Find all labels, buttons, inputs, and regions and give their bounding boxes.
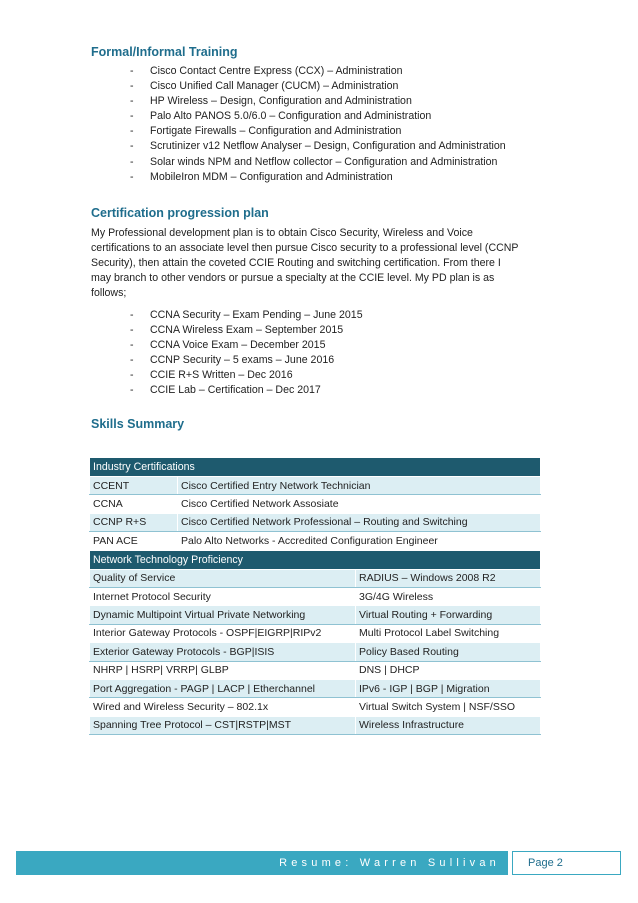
- certification-item-text: CCNA Voice Exam – December 2015: [150, 339, 326, 352]
- paragraph-line: My Professional development plan is to obtain Cisco Security, Wireless and Voice: [91, 227, 473, 239]
- certification-item-text: CCNA Security – Exam Pending – June 2015: [150, 309, 363, 321]
- skill-row: [90, 643, 541, 661]
- cert-code: PAN ACE: [90, 532, 178, 550]
- skill-left: Quality of Service: [90, 569, 356, 587]
- dash-bullet: -: [130, 110, 134, 123]
- skill-row: [90, 716, 541, 734]
- paragraph-line: Security), then attain the coveted CCIE Routing and switching certification. From there I: [91, 257, 501, 270]
- skill-row: [90, 569, 541, 587]
- training-item-text: Cisco Unified Call Manager (CUCM) – Administration: [150, 80, 399, 93]
- paragraph-line: may branch to other vendors or pursue a specialty at the CCIE level. My PD plan is as: [91, 272, 495, 285]
- industry-certifications-header: Industry Certifications: [90, 458, 541, 477]
- dash-bullet: -: [130, 125, 134, 138]
- cert-description: Cisco Certified Network Professional – Routing and Switching: [178, 513, 541, 531]
- cert-description: Cisco Certified Entry Network Technician: [178, 477, 541, 495]
- skill-right: Multi Protocol Label Switching: [356, 624, 541, 642]
- skill-left: Spanning Tree Protocol – CST|RSTP|MST: [90, 716, 356, 734]
- certification-item-text: CCIE Lab – Certification – Dec 2017: [150, 384, 321, 397]
- cert-description: Cisco Certified Network Assosiate: [178, 495, 541, 513]
- skill-left: NHRP | HSRP| VRRP| GLBP: [90, 661, 356, 679]
- skill-left: Port Aggregation - PAGP | LACP | Etherchannel: [90, 679, 356, 697]
- training-item-text: Palo Alto PANOS 5.0/6.0 – Configuration and Administration: [150, 110, 432, 123]
- certification-item-text: CCIE R+S Written – Dec 2016: [150, 369, 293, 382]
- dash-bullet: -: [130, 95, 134, 108]
- skill-right: Policy Based Routing: [356, 643, 541, 661]
- training-item-text: Scrutinizer v12 Netflow Analyser – Design, Configuration and Administration: [150, 140, 506, 153]
- skill-right: 3G/4G Wireless: [356, 587, 541, 605]
- training-item-text: MobileIron MDM – Configuration and Administration: [150, 170, 393, 183]
- dash-bullet: -: [130, 369, 134, 382]
- paragraph-line: certifications to an associate level then pursue Cisco security to a professional level (CCNP: [91, 242, 519, 255]
- training-item-text: Solar winds NPM and Netflow collector – Configuration and Administration: [150, 155, 498, 168]
- training-heading: Formal/Informal Training: [91, 45, 238, 59]
- skill-left: Wired and Wireless Security – 802.1x: [90, 698, 356, 716]
- training-item-text: Cisco Contact Centre Express (CCX) – Administration: [150, 65, 403, 77]
- dash-bullet: -: [130, 354, 134, 367]
- skill-left: Interior Gateway Protocols - OSPF|EIGRP|RIPv2: [90, 624, 356, 642]
- skill-row: [90, 606, 541, 624]
- skill-row: [90, 587, 541, 605]
- dash-bullet: -: [130, 324, 134, 337]
- skills-heading: Skills Summary: [91, 417, 185, 431]
- skill-right: Virtual Routing + Forwarding: [356, 606, 541, 624]
- dash-bullet: -: [130, 309, 134, 321]
- footer-resume-name: Resume: Warren Sullivan: [16, 851, 508, 875]
- skill-right: Wireless Infrastructure: [356, 716, 541, 734]
- skill-right: DNS | DHCP: [356, 661, 541, 679]
- certification-row: [90, 477, 541, 495]
- cert-code: CCNP R+S: [90, 513, 178, 531]
- dash-bullet: -: [130, 339, 134, 352]
- skill-left: Internet Protocol Security: [90, 587, 356, 605]
- certification-row: [90, 513, 541, 531]
- cert-code: CCNA: [90, 495, 178, 513]
- training-item-text: Fortigate Firewalls – Configuration and Administration: [150, 125, 402, 138]
- certification-row: [90, 532, 541, 550]
- network-proficiency-header: [90, 550, 541, 569]
- skill-row: [90, 698, 541, 716]
- certification-heading: Certification progression plan: [91, 206, 269, 220]
- skill-left: Dynamic Multipoint Virtual Private Networking: [90, 606, 356, 624]
- skill-right: IPv6 - IGP | BGP | Migration: [356, 679, 541, 697]
- footer-page-number: Page 2: [512, 851, 621, 875]
- skill-right: RADIUS – Windows 2008 R2: [356, 569, 541, 587]
- certification-row: [90, 495, 541, 513]
- certification-item-text: CCNA Wireless Exam – September 2015: [150, 324, 344, 337]
- skill-right: Virtual Switch System | NSF/SSO: [356, 698, 541, 716]
- skill-left: Exterior Gateway Protocols - BGP|ISIS: [90, 643, 356, 661]
- dash-bullet: -: [130, 140, 134, 153]
- certification-paragraph: [91, 226, 541, 301]
- skills-table: [89, 457, 541, 735]
- training-item-text: HP Wireless – Design, Configuration and Administration: [150, 95, 412, 108]
- skill-row: [90, 679, 541, 697]
- skill-row: [90, 661, 541, 679]
- network-proficiency-header-label: Network Technology Proficiency: [90, 550, 541, 569]
- dash-bullet: -: [130, 80, 134, 93]
- dash-bullet: -: [130, 170, 134, 183]
- certification-item-text: CCNP Security – 5 exams – June 2016: [150, 354, 335, 367]
- cert-description: Palo Alto Networks - Accredited Configuration Engineer: [178, 532, 541, 550]
- skill-row: [90, 624, 541, 642]
- cert-code: CCENT: [90, 477, 178, 495]
- dash-bullet: -: [130, 384, 134, 397]
- dash-bullet: -: [130, 155, 134, 168]
- dash-bullet: -: [130, 65, 134, 77]
- paragraph-line: follows;: [91, 287, 127, 300]
